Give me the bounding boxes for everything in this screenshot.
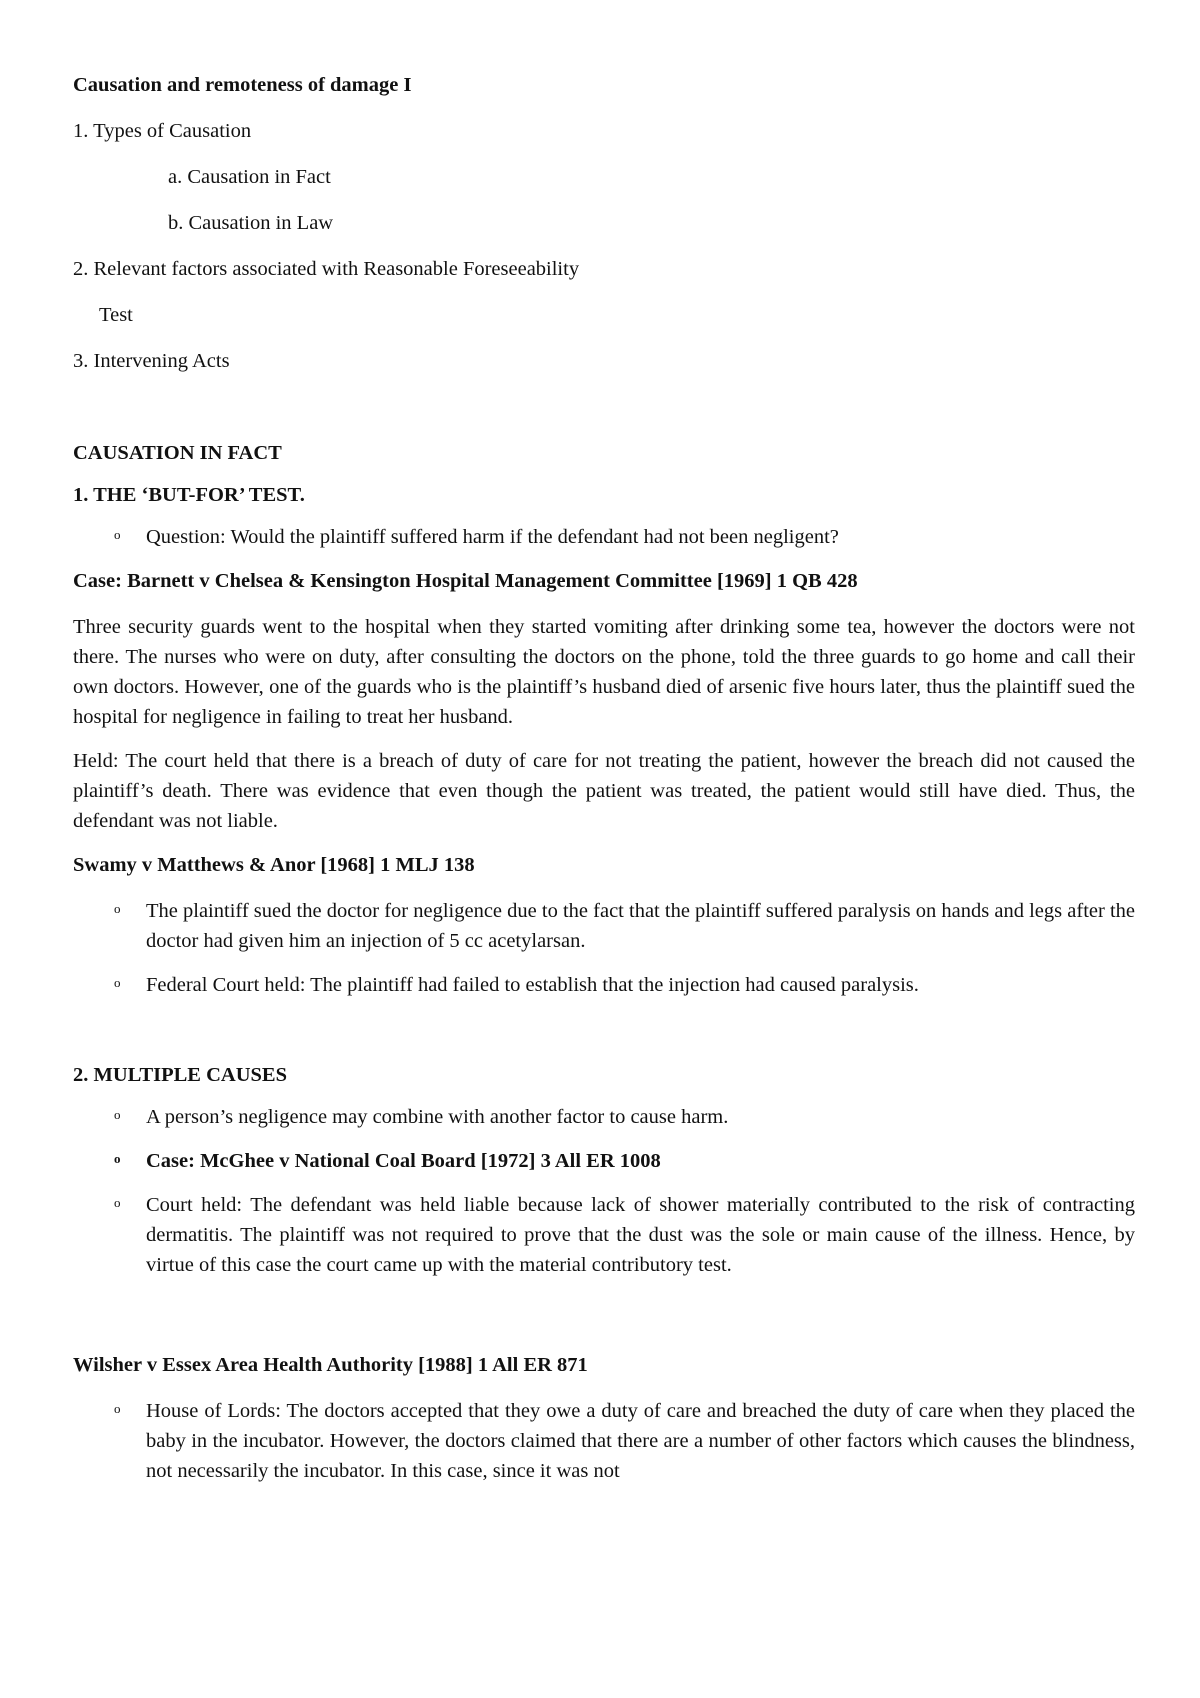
bullet-icon: o — [114, 1401, 121, 1416]
subheading-but-for-test: 1. THE ‘BUT-FOR’ TEST. — [73, 484, 305, 506]
outline-item-2: 2. Relevant factors associated with Reasonable Foreseeability — [73, 258, 580, 280]
spacer — [73, 1014, 1135, 1060]
bullet-icon: o — [114, 1107, 121, 1122]
document-title: Causation and remoteness of damage I — [73, 74, 412, 96]
multiple-causes-list — [73, 1102, 1135, 1280]
spacer — [73, 1294, 1135, 1350]
wilsher-points-list — [73, 1396, 1135, 1486]
outline-item-1: 1. Types of Causation — [73, 120, 252, 142]
list-item-text: Case: McGhee v National Coal Board [1972] 3 All ER 1008 — [146, 1150, 661, 1172]
list-item — [73, 1396, 1135, 1486]
outline-item-1b: b. Causation in Law — [168, 212, 334, 234]
bullet-icon: o — [114, 1151, 121, 1166]
bullet-icon: o — [114, 1195, 121, 1210]
swamy-points-list — [73, 896, 1135, 1000]
bullet-icon: o — [114, 901, 121, 916]
question-list — [73, 522, 1135, 552]
list-item-text: House of Lords: The doctors accepted that they owe a duty of care and breached the duty of care when they placed the baby in the incubator. However, the doctors claimed that there are a number of other factors which causes the blindness, not necessarily the incubator. In this case, since it was not — [146, 1400, 1135, 1482]
list-item-text: A person’s negligence may combine with another factor to cause harm. — [146, 1106, 729, 1128]
list-item — [73, 1190, 1135, 1280]
bullet-icon: o — [114, 975, 121, 990]
question-text: Question: Would the plaintiff suffered harm if the defendant had not been negligent? — [146, 526, 839, 548]
list-item-text: The plaintiff sued the doctor for negligence due to the fact that the plaintiff suffered paralysis on hands and legs after the doctor had given him an injection of 5 cc acetylarsan. — [146, 900, 1135, 952]
case-title-barnett: Case: Barnett v Chelsea & Kensington Hospital Management Committee [1969] 1 QB 428 — [73, 570, 858, 592]
outline-item-3: 3. Intervening Acts — [73, 350, 230, 372]
case-title-wilsher: Wilsher v Essex Area Health Authority [1988] 1 All ER 871 — [73, 1354, 588, 1376]
list-item-question — [73, 522, 1135, 552]
document-page — [73, 70, 1135, 1500]
outline-item-2-continued: Test — [99, 304, 133, 326]
case-held-barnett: Held: The court held that there is a breach of duty of care for not treating the patient, however the breach did not caused the plaintiff’s death. There was evidence that even though the patient was treated, the patient would still have died. Thus, the defendant was not liable. — [73, 750, 1135, 832]
list-item — [73, 896, 1135, 956]
section-heading-causation-in-fact: CAUSATION IN FACT — [73, 442, 282, 464]
section-heading-multiple-causes: 2. MULTIPLE CAUSES — [73, 1064, 287, 1086]
list-item — [73, 970, 1135, 1000]
case-title-swamy: Swamy v Matthews & Anor [1968] 1 MLJ 138 — [73, 854, 475, 876]
list-item — [73, 1102, 1135, 1132]
case-facts-barnett: Three security guards went to the hospital when they started vomiting after drinking some tea, however the doctors were not there. The nurses who were on duty, after consulting the doctors on the phone, told the three guards to go home and call their own doctors. However, one of the guards who is the plaintiff’s husband died of arsenic five hours later, thus the plaintiff sued the hospital for negligence in failing to treat her husband. — [73, 616, 1135, 728]
spacer — [73, 392, 1135, 438]
list-item-case-mcghee — [73, 1146, 1135, 1176]
list-item-text: Federal Court held: The plaintiff had failed to establish that the injection had caused paralysis. — [146, 974, 919, 996]
bullet-icon: o — [114, 527, 121, 542]
outline-item-1a: a. Causation in Fact — [168, 166, 331, 188]
list-item-text: Court held: The defendant was held liable because lack of shower materially contributed to the risk of contracting dermatitis. The plaintiff was not required to prove that the dust was the sole or main cause of the illness. Hence, by virtue of this case the court came up with the material contributory test. — [146, 1194, 1135, 1276]
